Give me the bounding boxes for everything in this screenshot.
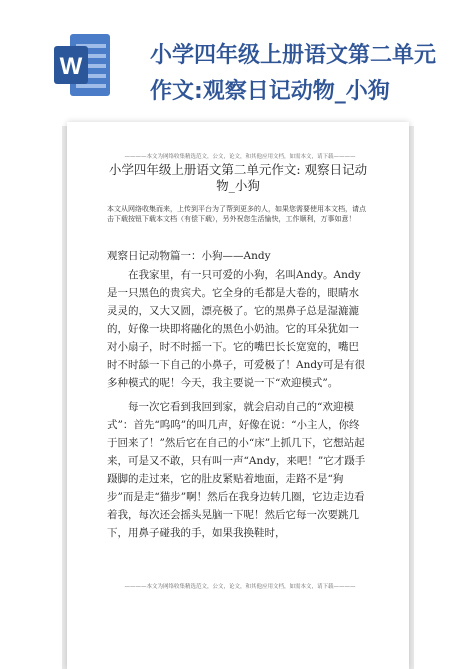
body-paragraph: 每一次它看到我回到家，就会启动自己的“欢迎模式”：首先“呜呜”的叫几声，好像在说：“小主人，你终于回来了！”然后它在自己的小“床”上抓几下，它想站起来，可是又不敢，只有叫一声“Andy，来吧！”它才蹑手蹑脚的走过来，它的肚皮紧贴着地面，走路不是“狗步”而是走“猫步”啊！然后在我身边转几圈，它边走边看着我，每次还会摇头晃脑一下呢！然后它每一次要跳几下，用鼻子碰我的手，如果我换鞋时， <box>107 401 366 539</box>
document-title: 小学四年级上册语文第二单元作文: 观察日记动物_小狗 <box>108 162 368 193</box>
page-title: 小学四年级上册语文第二单元作文:观察日记动物_小狗 <box>150 43 437 104</box>
document-intro: 本文从网络收集而来，上传到平台为了帮到更多的人，如果您需要使用本文档，请点击下载按钮下载本文档（有偿下载），另外祝您生活愉快，工作顺利，万事如意！ <box>107 205 366 223</box>
svg-text:W: W <box>59 53 83 80</box>
header <box>0 0 474 112</box>
download-notice-bottom: ————本文为网络收集精选范文，公文，论文，和其他应用文档，如需本文，请下载———— <box>124 584 356 590</box>
body-paragraph: 在我家里，有一只可爱的小狗，名叫Andy。Andy是一只黑色的贵宾犬。它全身的毛都是大卷的，眼睛水灵灵的，又大又圆，漂亮极了。它的黑鼻子总是湿漉漉的，好像一块即将融化的黑色小奶油。它的耳朵犹如一对小扇子，时不时摇一下。它的嘴巴长长宽宽的，嘴巴时不时舔一下自己的小鼻子，可爱极了！Andy可是有很多种模式的呢！今天，我主要说一下“欢迎模式”。 <box>107 269 365 389</box>
download-notice-top: ————本文为网络收集精选范文，公文，论文，和其他应用文档，如需本文，请下载———— <box>124 154 356 160</box>
section-heading: 观察日记动物篇一：小狗——Andy <box>107 250 271 262</box>
document-body <box>107 266 369 548</box>
document-page <box>67 122 409 669</box>
word-document-icon <box>52 30 114 100</box>
